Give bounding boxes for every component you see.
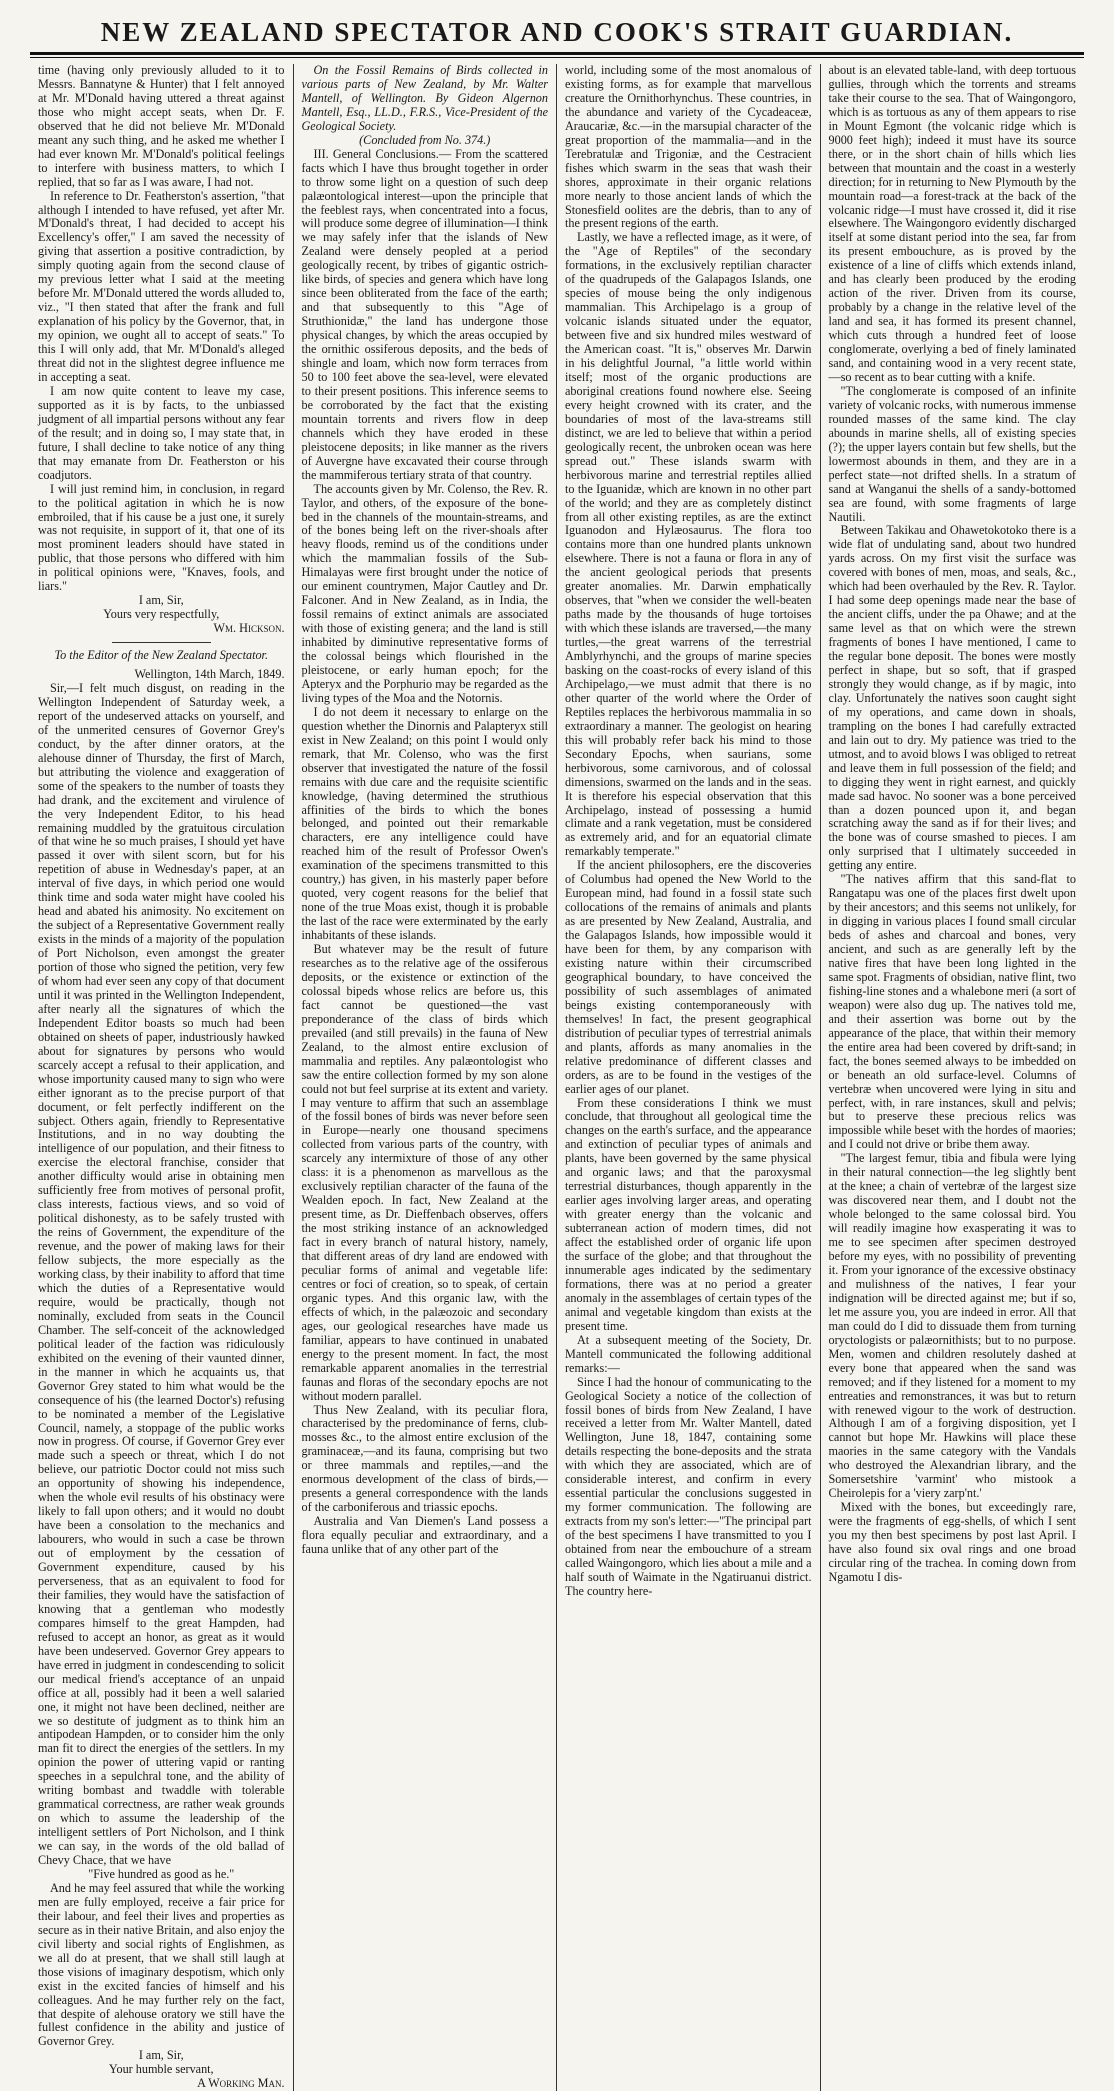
- paragraph: Lastly, we have a reflected image, as it were, of the "Age of Reptiles" of the secondary formations, in the exclusively reptilian character of the quadrupeds of the Galapagos Islands, one species of mouse being the only indigenous mammalian. This Archipelago is a group of volcanic islands situated under the equator, between five and six hundred miles westward of the American coast. "It is," observes Mr. Darwin in his delightful Journal, "a little world within itself; most of the organic productions are aboriginal creations found nowhere else. Seeing every height crowned with its crater, and the boundaries of most of the lava-streams still distinct, we are led to believe that within a period geologically recent, the unbroken ocean was here spread out." These islands swarm with herbivorous marine and terrestrial reptiles allied to the Iguanidæ, which are known in no other part of the world; and they are as completely distinct from all other existing reptiles, as are the extinct Iguanodon and Hylæosaurus. The flora too contains more than one hundred plants unknown elsewhere. There is not a fauna or flora in any of the ancient geological periods that presents greater anomalies. Mr. Darwin emphatically observes, that "when we consider the well-beaten paths made by the thousands of huge tortoises with which these islands are traversed,—the many turtles,—the great warrens of the terrestrial Amblyrhynchi, and the groups of marine species basking on the coast-rocks of every island of this Archipelago,—we must admit that there is no other quarter of the world where the Order of Reptiles replaces the herbivorous mammalia in so extraordinary a manner. The geologist on hearing this will probably refer back his mind to those Secondary Epochs, when saurians, some herbivorous, some carnivorous, and of colossal dimensions, swarmed on the lands and in the seas. It is therefore his especial observation that this Archipelago, instead of possessing a humid climate and a rank vegetation, must be considered as extremely arid, and for an equatorial climate remarkably temperate.": [565, 230, 812, 859]
- divider: [112, 642, 211, 643]
- letter-closing: Your humble servant,: [108, 2062, 214, 2077]
- paragraph: If the ancient philosophers, ere the discoveries of Columbus had opened the New World to the European mind, had found in a fossil state such collocations of the remains of animals and plants as are presented by New Zealand, Australia, and the Galapagos Islands, how impossible would it have been for them, by any comparison with existing nature within their circumscribed geographical boundary, to have conceived the possibility of such assemblages of animated beings existing contemporaneously with themselves! In fact, the present geographical distribution of peculiar types of terrestrial animals and plants, affords as many anomalies in the relative predominance of different classes and orders, as are to be found in the vestiges of the earlier ages of our planet.: [565, 858, 812, 1096]
- paragraph: "The largest femur, tibia and fibula were lying in their natural connection—the leg slightly bent at the knee; a chain of vertebræ of the largest size was discovered near them, and I doubt not the whole belonged to the same colossal bird. You will readily imagine how exasperating it was to me to see specimen after specimen destroyed before my eyes, with no possibility of preventing it. From your ignorance of the excessive obstinacy and mulishness of the natives, I fear your indignation will be directed against me; but if so, let me assure you, you are indeed in error. All that man could do I did to dissuade them from turning oryctologists or palæornithists; but to no purpose. Men, women and children resolutely dashed at every bone that appeared when the sand was removed; and if they listened for a moment to my entreaties and remonstrances, it was but to return with renewed vigour to the work of destruction. Although I am of a forgiving disposition, yet I cannot but hope Mr. Hawkins will place these maories in the same category with the Vandals who destroyed the Alexandrian library, and the Somersetshire 'varmint' who mistook a Cheirolepis for a 'viery zarp'nt.': [828, 1151, 1076, 1501]
- paragraph: Since I had the honour of communicating to the Geological Society a notice of the collection of fossil bones of birds from New Zealand, I have received a letter from Mr. Walter Mantell, dated Wellington, June 18, 1847, containing some details respecting the bone-deposits and the strata with which they are associated, which are of considerable interest, and confirm in every essential particular the conclusions suggested in my former communication. The following are extracts from my son's letter:—"The principal part of the best specimens I have transmitted to you I obtained from near the embouchure of a stream called Waingongoro, which lies about a mile and a half south of Waimate in the Ngatiruanui district. The country here-: [565, 1374, 812, 1598]
- masthead-rule-thin: [30, 57, 1084, 58]
- paragraph: I will just remind him, in conclusion, in regard to the political agitation in which he is now embroiled, that if his cause be a just one, it surely was not requisite, in support of it, that one of its most prominent leaders should have stated in public, that those persons who differed with him in political opinions were, "Knaves, fools, and liars.": [38, 481, 285, 594]
- paragraph: The accounts given by Mr. Colenso, the Rev. R. Taylor, and others, of the exposure of the bone-bed in the channels of the mountain-streams, and of the bones being left on the river-shoals after heavy floods, remind us of the conditions under which the mammalian fossils of the Sub-Himalayas were first brought under the notice of our eminent countrymen, Major Cautley and Dr. Falconer. And in New Zealand, as in India, the fossil remains of extinct animals are associated with those of existing genera; and the land is still inhabited by diminutive representative forms of the colossal beings which flourished in the pleistocene, or early human epoch; for the Apteryx and the Porphurio may be regarded as the living types of the Moa and the Notornis.: [301, 481, 548, 705]
- paragraph: Between Takikau and Ohawetokotoko there is a wide flat of undulating sand, about two hundred yards across. On my first visit the surface was covered with bones of men, moas, and seals, &c., which had been overhauled by the Rev. R. Taylor. I had some deep openings made near the base of the ancient cliffs, under the pa Ohawe; and at the same level as that on which were the strewn fragments of bones I have mentioned, I came to the regular bone deposit. The bones were mostly perfect in shape, but so soft, that if grasped strongly they would change, as if by magic, into clay. Unfortunately the natives soon caught sight of my operations, and came down in shoals, trampling on the bones I had carefully extracted and lain out to dry. My patience was tried to the utmost, and to avoid blows I was obliged to retreat and leave them in full possession of the field; and to digging they went in right earnest, and quickly made sad havoc. No sooner was a bone perceived than a dozen pounced upon it, and began scratching away the sand as if for their lives; and the bone was of course smashed to pieces. I am only surprised that I ultimately succeeded in getting any entire.: [828, 523, 1076, 873]
- letter-closing: Yours very respectfully,: [103, 607, 220, 622]
- column-4: [821, 64, 1085, 2091]
- letter-signature: Wm. Hickson.: [213, 621, 285, 636]
- paragraph: But whatever may be the result of future researches as to the relative age of the ossiferous deposits, or the existence or extinction of the colossal bipeds whose relics are before us, this fact cannot be questioned—the vast preponderance of the class of birds which prevailed (and still prevails) in the fauna of New Zealand, to the almost entire exclusion of mammalia and reptiles. Any palæontologist who saw the entire collection formed by my son alone could not but feel surprise at its extent and variety. I may venture to affirm that such an assemblage of the fossil bones of birds was never before seen in Europe—nearly one thousand specimens collected from various parts of the country, with scarcely any intermixture of those of any other class: it is a phenomenon as marvellous as the exclusively reptilian character of the fauna of the Wealden epoch. In fact, New Zealand at the present time, as Dr. Dieffenbach observes, offers the most striking instance of an acknowledged fact in every branch of natural history, namely, that different areas of dry land are endowed with peculiar forms of animal and vegetable life: centres or foci of creation, so to speak, of certain organic types. And this organic law, with the effects of which, in the palæozoic and secondary ages, our geological researches have made us familiar, appears to have continued in unabated energy to the present moment. In fact, the most remarkable apparent anomalies in the terrestrial faunas and floras of the secondary epochs are not without modern parallel.: [301, 942, 548, 1403]
- paragraph: Mixed with the bones, but exceedingly rare, were the fragments of egg-shells, of which I sent you my then best specimens by post last April. I have also found six oval rings and one broad circular ring of the trachea. In coming down from Ngamotu I dis-: [828, 1500, 1076, 1584]
- letter-closing: I am, Sir,: [138, 2048, 184, 2063]
- paragraph: world, including some of the most anomalous of existing forms, as for example that marvellous creature the Ornithorhynchus. These countries, in the abundance and variety of the Cycadeaceæ, Araucariæ, &c.—in the marsupial character of the great proportion of the mammalia—and in the Terebratulæ and Trigoniæ, and the Cestracient fishes which swarm in the seas that wash their shores, approximate in their organic relations more nearly to those ancient lands of which the Stonesfield oolites are the debris, than to any of the present regions of the earth.: [565, 63, 812, 231]
- letter-heading: To the Editor of the New Zealand Spectator.: [54, 648, 268, 663]
- paragraph: In reference to Dr. Featherston's assertion, "that although I intended to have refused, yet after Mr. M'Donald's threat, I had decided to accept his Excellency's offer," I am saved the necessity of giving that assertion a positive contradiction, by simply quoting again from the second clause of my previous letter what I said at the meeting before Mr. M'Donald uttered the words alluded to, viz., "I then stated that after the frank and full explanation of his policy by the Governor, that, in my opinion, we ought all to accept of seats." To this I will only add, that Mr. M'Donald's alleged threat did not in the slightest degree influence me in accepting a seat.: [38, 188, 285, 384]
- paragraph: At a subsequent meeting of the Society, Dr. Mantell communicated the following additional remarks:—: [565, 1332, 812, 1375]
- columns: [30, 63, 1084, 2091]
- ballad-quote: "Five hundred as good as he.": [88, 1867, 235, 1881]
- letter-dateline: Wellington, 14th March, 1849.: [134, 667, 285, 682]
- masthead: NEW ZEALAND SPECTATOR AND COOK'S STRAIT GUARDIAN.: [100, 17, 1014, 47]
- paragraph: And he may feel assured that while the working men are fully employed, receive a fair price for their labour, and feel their lives and properties as secure as in their native Britain, and also enjoy the civil liberty and social rights of Englishmen, as we all do at present, that we shall still laugh at those visions of imaginary despotism, which only exist in the excited fancies of himself and his colleagues. And he may further rely on the fact, that despite of alehouse oratory we still have the fullest confidence in the ability and justice of Governor Grey.: [38, 1880, 285, 2049]
- letter-signature: A Working Man.: [197, 2076, 285, 2091]
- paragraph: "The natives affirm that this sand-flat to Rangatapu was one of the places first dwelt upon by their ancestors; and this seems not unlikely, for in digging in various places I found small circular beds of ashes and charcoal and bones, very ancient, and such as are generally left by the native fires that have been long lighted in the same spot. Fragments of obsidian, native flint, two fishing-line stones and a whalebone meri (a sort of weapon) were also dug up. The natives told me, and their assertion was borne out by the appearance of the place, that within their memory the entire area had been covered by drift-sand; in fact, the bones seemed always to be imbedded on or beneath an old surface-level. Columns of vertebræ when uncovered were lying in situ and perfect, with, in rare instances, skull and pelvis; but to preserve these precious relics was impossible while beset with the hordes of maories; and I could not drive or bribe them away.: [828, 872, 1076, 1152]
- column-3: [557, 64, 821, 2091]
- paragraph: I am now quite content to leave my case, supported as it is by facts, to the unbiassed judgment of all impartial persons without any fear of the result; and in doing so, I may state that, in future, I shall decline to take notice of any thing that may emanate from Dr. Featherston or his coadjutors.: [38, 383, 285, 482]
- column-1: [30, 64, 294, 2091]
- article-title: On the Fossil Remains of Birds collected in various parts of New Zealand, by Mr. Walter Mantell, of Wellington. By Gideon Algernon Mantell, Esq., LL.D., F.R.S., Vice-President of the Geological Society.: [301, 63, 548, 133]
- paragraph: From these considerations I think we must conclude, that throughout all geological time the changes on the earth's surface, and the appearance and extinction of peculiar types of animals and plants, have been governed by the same physical and organic laws; and that the paroxysmal terrestrial disturbances, though apparently in the earlier ages involving larger areas, and operating with greater energy than the volcanic and subterranean action of modern times, did not affect the established order of organic life upon the surface of the globe; and that throughout the innumerable ages indicated by the sedimentary formations, there was at no period a greater anomaly in the assemblages of certain types of the animal and vegetable kingdom than exists at the present time.: [565, 1095, 812, 1333]
- letter-closing: I am, Sir,: [138, 593, 184, 608]
- paragraph: "The conglomerate is composed of an infinite variety of volcanic rocks, with numerous immense rounded masses of the same kind. The clay abounds in marine shells, all of existing species (?); the upper layers contain but few shells, but the lowermost abounds in them, and they are in a perfect state—not drifted shells. In a stratum of sand at Wanganui the shells of a sandy-bottomed sea are found, with some fragments of large Nautili.: [828, 383, 1076, 524]
- paragraph: III. General Conclusions.— From the scattered facts which I have thus brought together in order to throw some light on a question of such deep palæontological interest—upon the principle that the feeblest rays, when concentrated into a focus, will produce some degree of illumination—I think we may safely infer that the islands of New Zealand were densely peopled at a period geologically recent, by tribes of gigantic ostrich-like birds, of species and genera which have long since been obliterated from the face of the earth; and that subsequently to this "Age of Struthionidæ," the land has undergone those physical changes, by which the areas occupied by the ornithic ossiferous deposits, and the beds of shingle and loam, which now form terraces from 50 to 100 feet above the sea-level, were elevated to their present positions. This inference seems to be corroborated by the fact that the existing mountain torrents and rivers flow in deep channels which they have eroded in these pleistocene deposits; in like manner as the rivers of Auvergne have excavated their course through the mammiferous tertiary strata of that country.: [301, 146, 548, 482]
- masthead-rule: [30, 52, 1084, 55]
- article-continuation-note: (Concluded from No. 374.): [359, 132, 491, 147]
- paragraph: time (having only previously alluded to it to Messrs. Bannatyne & Hunter) that I felt annoyed at Mr. M'Donald having uttered a threat against those who might accept seats, when Dr. F. observed that he did not believe Mr. M'Donald meant any such thing, and he asked me whether I had ever known Mr. M'Donald's political feelings to interfere with business matters, to which I replied, that so far as I was aware, I had not.: [38, 63, 285, 189]
- column-2: [294, 64, 558, 2091]
- paragraph: Sir,—I felt much disgust, on reading in the Wellington Independent of Saturday week, a report of the undeserved attacks on yourself, and of the unmerited censures of Governor Grey's conduct, by the after dinner orators, at the alehouse dinner of Thursday, the first of March, but attributing the violence and exaggeration of some of the speakers to the number of toasts they had drank, and the excitement and virulence of the very Independent Editor, to his head remaining muddled by the gratuitous circulation of that wine he so much praises, I should yet have passed it over with silent scorn, but for his repetition of abuse in Wednesday's paper, at an interval of five days, in which period one would think time and soda water might have cooled his head and abated his animosity. No excitement on the subject of a Representative Government really exists in the minds of a majority of the population of Port Nicholson, even amongst the greater portion of those who signed the petition, very few of whom had ever seen any copy of that document until it was printed in the Wellington Independent, after nearly all the signatures of which the Independent Editor boasts so much had been obtained on sheets of paper, industriously hawked about for signatures by persons who would scarcely accept a refusal to their application, and whose importunity caused many to sign who were either ignorant as to the precise purport of that document, or felt perfectly indifferent on the subject. Others again, friendly to Representative Institutions, and in no way doubting the intelligence of our population, and their fitness to exercise the electoral franchise, consider that another difficulty would arise in obtaining men sufficiently free from motives of personal profit, class interests, factious views, and so void of political dishonesty, as to be safely trusted with the reins of Government, the expenditure of the revenue, and the power of making laws for their fellow subjects, the more especially as the working class, by their inability to afford that time which the duties of a Representative would require, would be practically, though not nominally, excluded from seats in the Council Chamber. The self-conceit of the acknowledged political leader of the faction was ridiculously exhibited on the evening of their vaunted dinner, in the manner in which he acquaints us, that Governor Grey stated to him what would be the consequence of his (the learned Doctor's) refusing to be nominated a member of the Legislative Council, namely, a stoppage of the public works now in progress. Of course, if Governor Grey ever made such a speech or threat, which I do not believe, our patriotic Doctor could not miss such an opportunity of showing his independence, when the whole evil results of his obstinacy were likely to fall upon others; and it would no doubt have been a consolation to the mechanics and labourers, who would in such a case be thrown out of employment by the cessation of Government expenditure, caused by his perverseness, that as an equivalent to food for their families, they would have the satisfaction of knowing that a gentleman who modestly compares himself to the great Hampden, had refused to accept an honor, as great as it would have been undeserved. Governor Grey appears to have erred in judgment in condescending to solicit our medical friend's acceptance of an unpaid office at all, possibly had it been a well salaried one, it might not have been declined, neither are we so destitute of judgment as to think him an antipodean Hampden, or to consider him the only man fit to direct the energies of the settlers. In my opinion the power of uttering vapid or ranting speeches in a sepulchral tone, and the ability of writing bombast and twaddle with tolerable grammatical correctness, are rather weak grounds on which to assume the leadership of the intelligent settlers of Port Nicholson, and I think we can say, in the words of the old ballad of Chevy Chace, that we have: [38, 680, 285, 1868]
- paragraph: I do not deem it necessary to enlarge on the question whether the Dinornis and Palapteryx still exist in New Zealand; on this point I would only remark, that Mr. Colenso, who was the first observer that investigated the nature of the fossil remains with due care and the requisite scientific knowledge, (having determined the struthious affinities of the birds to which the bones belonged, and pointed out their remarkable characters, ere any intelligence could have reached him of the result of Professor Owen's examination of the specimens transmitted to this country,) has given, in his masterly paper before quoted, very cogent reasons for the belief that none of the true Moas exist, though it is probable the last of the race were exterminated by the early inhabitants of these islands.: [301, 704, 548, 943]
- paragraph: Thus New Zealand, with its peculiar flora, characterised by the predominance of ferns, club-mosses &c., to the almost entire exclusion of the graminaceæ,—and its fauna, comprising but two or three mammals and reptiles,—and the enormous development of the class of birds,—presents a general correspondence with the lands of the carboniferous and triassic epochs.: [301, 1402, 548, 1515]
- paragraph: Australia and Van Diemen's Land possess a flora equally peculiar and extraordinary, and a fauna unlike that of any other part of the: [301, 1514, 548, 1557]
- paragraph: about is an elevated table-land, with deep tortuous gullies, through which the torrents and streams take their course to the sea. That of Waingongoro, which is as tortuous as any of them appears to rise in Mount Egmont (the volcanic ridge which is 9000 feet high); indeed it must have its source there, or in the short chain of hills which lies between that mountain and the coast in a westerly direction; for in returning to New Plymouth by the mountain road—a forest-track at the back of the volcanic ridge—I must have crossed it, did it rise elsewhere. The Waingongoro evidently discharged itself at some distant period into the sea, far from its present embouchure, as is proved by the existence of a line of cliffs which extends inland, and has clearly been produced by the eroding action of the river. Driven from its course, probably by a change in the relative level of the land and sea, it has formed its present channel, which cuts through a hundred feet of loose conglomerate, overlying a bed of finely laminated sand, and containing wood in a very recent state,—so recent as to bear cutting with a knife.: [828, 63, 1076, 384]
